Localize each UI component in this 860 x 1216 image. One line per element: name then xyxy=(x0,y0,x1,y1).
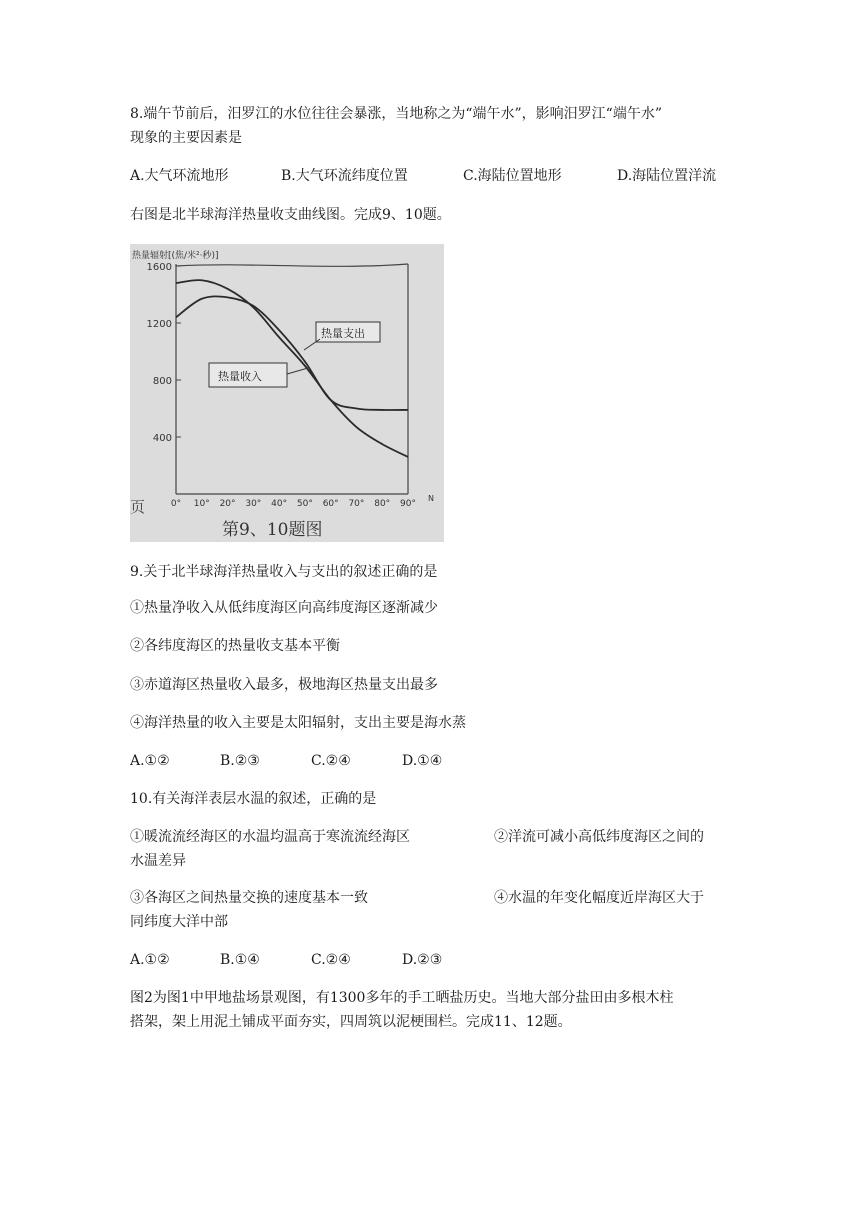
q10-item-4-part2: 同纬度大洋中部 xyxy=(130,914,228,930)
figure-caption: 第9、10题图 xyxy=(222,520,323,540)
q8-stem-line1: 8.端午节前后，汨罗江的水位往往会暴涨，当地称之为“端午水”，影响汨罗江“端午水” xyxy=(130,106,662,122)
q8-option-b: B.大气环流纬度位置 xyxy=(281,168,408,184)
x-tick-label: 20° xyxy=(219,499,236,509)
q10-option-b: B.①④ xyxy=(220,952,260,968)
q8-option-d: D.海陆位置洋流 xyxy=(617,168,717,184)
q10-item-3: ③各海区之间热量交换的速度基本一致 xyxy=(130,890,368,906)
q10-stem: 10.有关海洋表层水温的叙述，正确的是 xyxy=(130,791,377,807)
q9-item-3: ③赤道海区热量收入最多，极地海区热量支出最多 xyxy=(130,677,438,693)
x-tick-label: 60° xyxy=(322,499,339,509)
y-tick-label: 1600 xyxy=(146,262,172,273)
q9-option-a: A.①② xyxy=(130,753,170,769)
income-label: 热量收入 xyxy=(218,370,262,383)
q8-option-c: C.海陆位置地形 xyxy=(463,168,562,184)
intro-9-10: 右图是北半球海洋热量收支曲线图。完成9、10题。 xyxy=(130,207,451,223)
x-tick-label: 80° xyxy=(374,499,391,509)
q9-option-d: D.①④ xyxy=(402,753,443,769)
intro-11-12-line2: 搭架，架上用泥土铺成平面夯实，四周筑以泥梗围栏。完成11、12题。 xyxy=(130,1014,572,1030)
x-tick-label: 30° xyxy=(245,499,262,509)
x-tick-label: 0° xyxy=(170,499,182,509)
income-pointer xyxy=(287,368,308,374)
intro-11-12-line1: 图2为图1中甲地盐场景观图，有1300多年的手工晒盐历史。当地大部分盐田由多根木柱 xyxy=(130,990,674,1006)
left-edge-char: 页 xyxy=(130,498,146,516)
chart-svg xyxy=(130,244,444,542)
expense-label: 热量支出 xyxy=(321,327,365,340)
q8-stem-line2: 现象的主要因素是 xyxy=(130,130,242,146)
x-tick-label: 10° xyxy=(193,499,210,509)
x-tick-label: 90° xyxy=(400,499,416,509)
y-tick-label: 400 xyxy=(152,433,172,444)
q10-item-2-part2: 水温差异 xyxy=(130,853,186,869)
y-tick-label: 1200 xyxy=(146,319,172,330)
x-tick-label: 70° xyxy=(348,499,365,509)
q10-item-2-part1: ②洋流可减小高低纬度海区之间的 xyxy=(494,829,704,845)
q10-option-c: C.②④ xyxy=(311,952,351,968)
q9-item-2: ②各纬度海区的热量收支基本平衡 xyxy=(130,638,340,654)
q9-item-1: ①热量净收入从低纬度海区向高纬度海区逐渐减少 xyxy=(130,600,438,616)
x-unit: N xyxy=(428,494,434,503)
q9-stem: 9.关于北半球海洋热量收入与支出的叙述正确的是 xyxy=(130,564,438,580)
ocean-heat-chart xyxy=(130,244,444,542)
q10-item-4-part1: ④水温的年变化幅度近岸海区大于 xyxy=(494,890,704,906)
chart-ylabel: 热量辐射[(焦/米²·秒)] xyxy=(132,251,219,261)
q9-option-b: B.②③ xyxy=(220,753,260,769)
q10-option-d: D.②③ xyxy=(402,952,443,968)
y-tick-label: 800 xyxy=(152,376,172,387)
top-frame xyxy=(176,264,408,266)
q10-option-a: A.①② xyxy=(130,952,170,968)
q8-option-a: A.大气环流地形 xyxy=(130,168,229,184)
x-tick-label: 40° xyxy=(271,499,288,509)
q9-item-4: ④海洋热量的收入主要是太阳辐射，支出主要是海水蒸 xyxy=(130,715,466,731)
x-tick-label: 50° xyxy=(296,499,313,509)
q9-option-c: C.②④ xyxy=(311,753,351,769)
series-line-expense xyxy=(176,296,408,410)
expense-pointer xyxy=(304,339,320,350)
q10-item-1: ①暖流流经海区的水温均温高于寒流流经海区 xyxy=(130,829,410,845)
